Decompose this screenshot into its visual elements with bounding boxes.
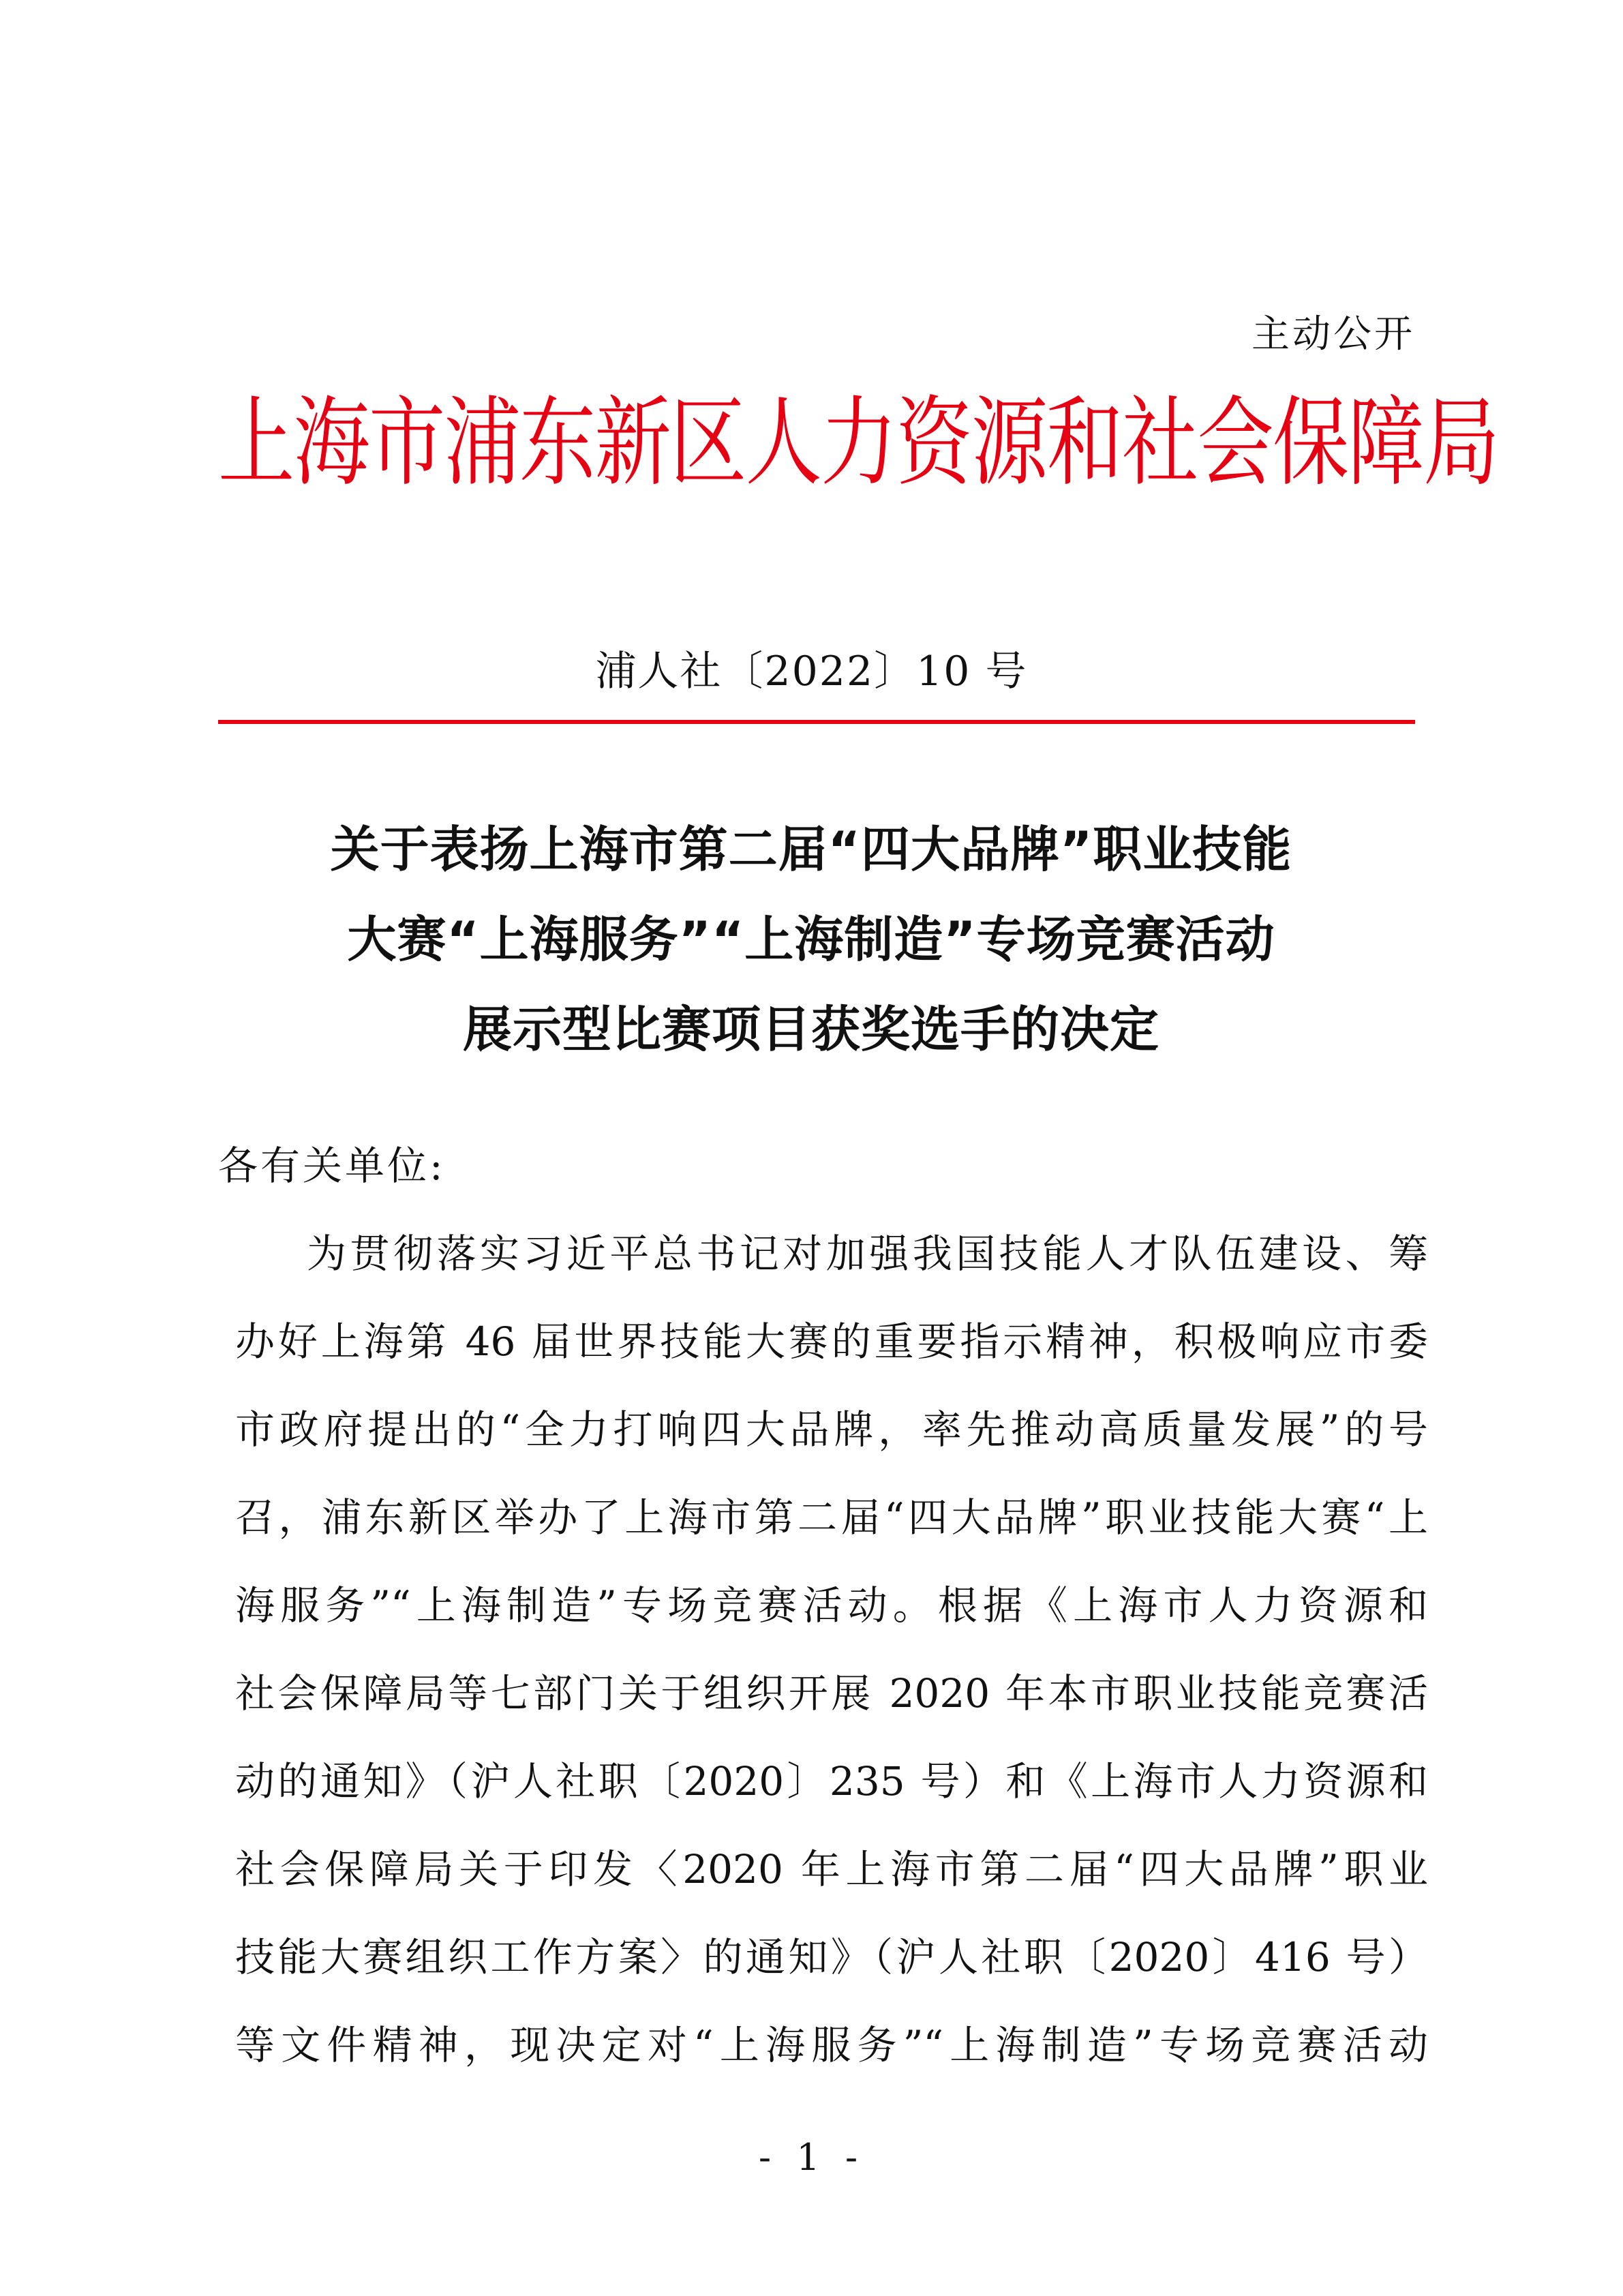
page-number: - 1 -: [758, 2136, 865, 2179]
document-number: 浦人社〔2022〕10 号: [595, 648, 1028, 695]
issuer-masthead: 上海市浦东新区人力资源和社会保障局: [218, 386, 1499, 500]
title-line: 关于表扬上海市第二届“四大品牌”职业技能: [330, 821, 1292, 878]
disclosure-label: 主动公开: [1252, 312, 1415, 357]
body-line: 技能大赛组织工作方案〉的通知》（沪人社职〔2020〕416 号）: [235, 1934, 1428, 1980]
body-line: 为贯彻落实习近平总书记对加强我国技能人才队伍建设、筹: [307, 1230, 1428, 1277]
title-line: 展示型比赛项目获奖选手的决定: [462, 1001, 1159, 1058]
red-divider-line: [218, 720, 1415, 724]
body-line: 社会保障局关于印发〈2020 年上海市第二届“四大品牌”职业: [235, 1846, 1428, 1892]
body-paragraph: [235, 1210, 1428, 2089]
document-title: [232, 804, 1391, 1074]
body-line: 等文件精神，现决定对“上海服务”“上海制造”专场竞赛活动: [235, 2022, 1428, 2068]
body-line: 市政府提出的“全力打响四大品牌，率先推动高质量发展”的号: [235, 1406, 1428, 1453]
body-line: 社会保障局等七部门关于组织开展 2020 年本市职业技能竞赛活: [235, 1670, 1428, 1717]
body-line: 召，浦东新区举办了上海市第二届“四大品牌”职业技能大赛“上: [235, 1494, 1428, 1541]
title-line: 大赛“上海服务”“上海制造”专场竞赛活动: [347, 911, 1275, 968]
body-line: 动的通知》（沪人社职〔2020〕235 号）和《上海市人力资源和: [235, 1758, 1428, 1804]
salutation: 各有关单位:: [218, 1143, 446, 1189]
body-line: 办好上海第 46 届世界技能大赛的重要指示精神，积极响应市委: [235, 1318, 1428, 1365]
body-line: 海服务”“上海制造”专场竞赛活动。根据《上海市人力资源和: [235, 1582, 1428, 1629]
